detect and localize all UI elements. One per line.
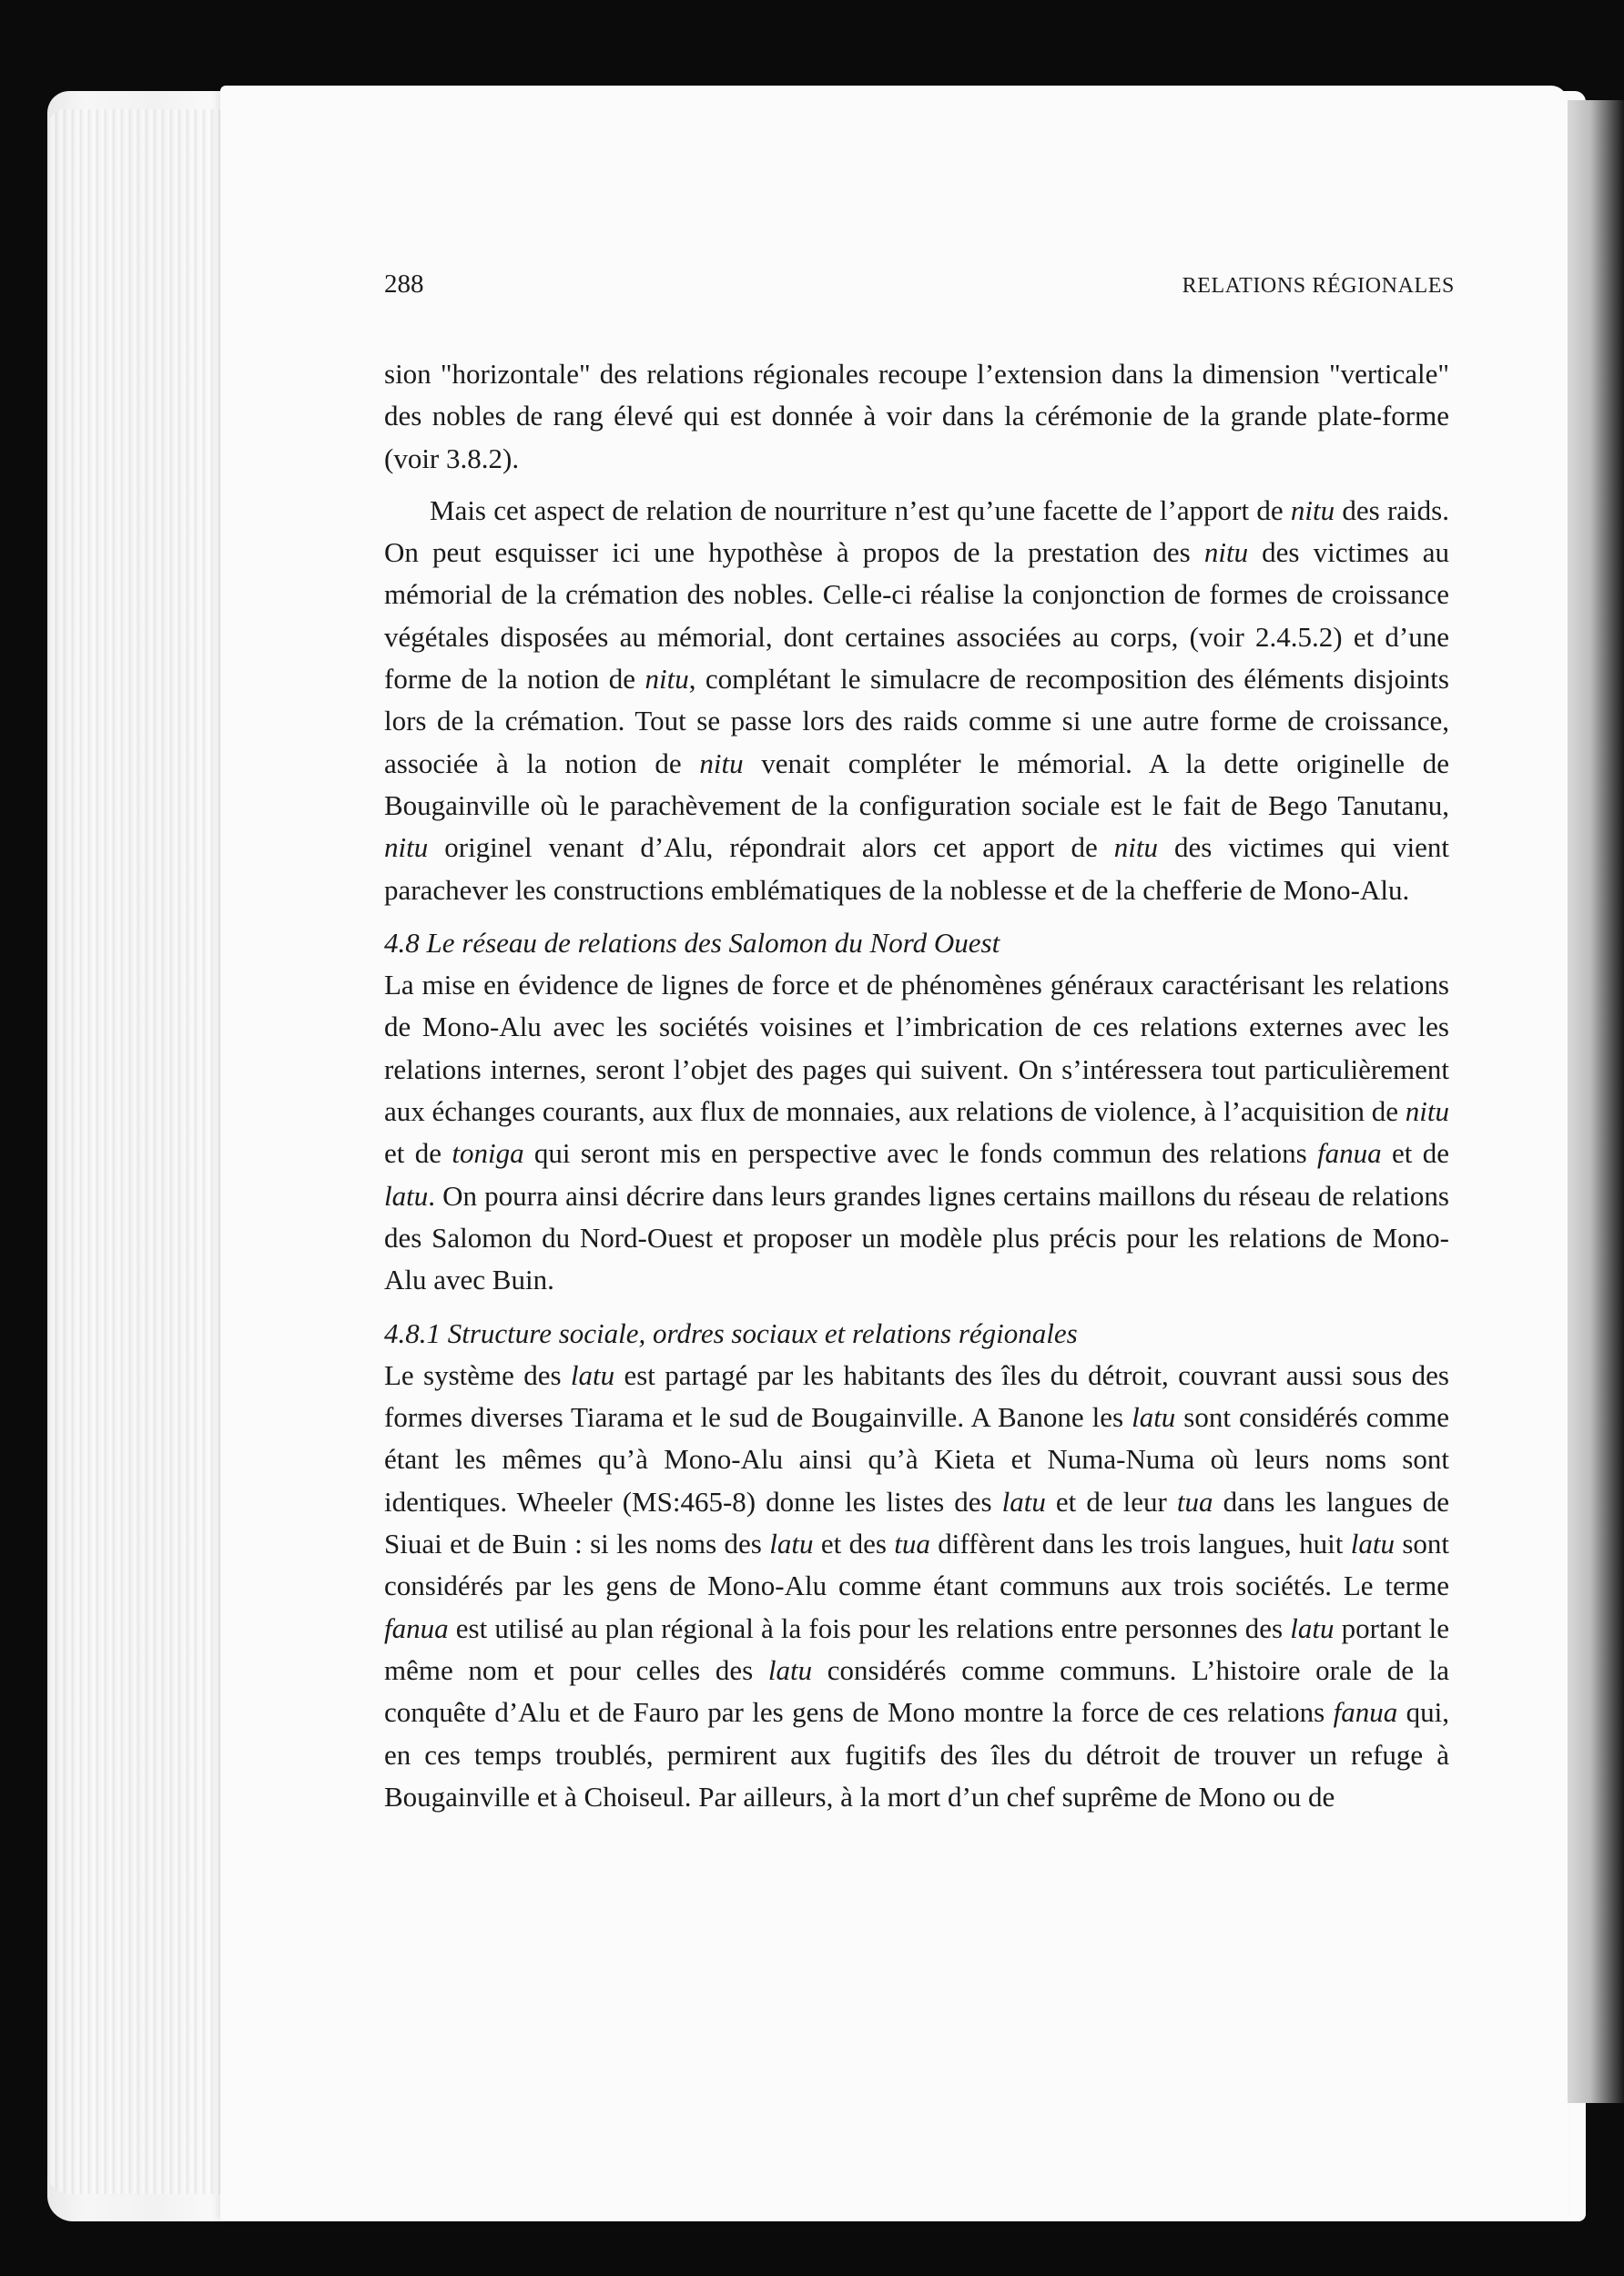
italic-term: nitu (1405, 1095, 1449, 1128)
italic-term: nitu (645, 663, 689, 696)
italic-term: tua (1176, 1485, 1213, 1518)
italic-term: fanua (384, 1611, 449, 1644)
text-run: qui, en ces temps troublés, permirent aux fugitifs des îles du détroit de trouver un refuge à Bougainville et à Choiseul. Par ailleurs, à la mort d’un chef suprême de Mono ou de (384, 1696, 1449, 1813)
section-heading-4-8: 4.8 Le réseau de relations des Salomon du Nord Ouest (384, 926, 1000, 959)
text-run: et de (384, 1137, 452, 1170)
paragraph-3 (384, 964, 1449, 1301)
text-run: des raids. On peut esquisser ici une hypothèse à propos de la prestation des (384, 493, 1449, 569)
text-run: sont considérés comme étant les mêmes qu’à Mono-Alu ainsi qu’à Kieta et Numa-Numa où leurs noms sont identiques. Wheeler (MS:465-8) donne les listes des (384, 1401, 1450, 1518)
italic-term: toniga (452, 1137, 524, 1170)
page-number: 288 (384, 269, 424, 299)
italic-term: fanua (1333, 1696, 1398, 1729)
text-run: qui seront mis en perspective avec le fonds commun des relations (523, 1137, 1318, 1170)
italic-term: latu (1290, 1611, 1335, 1644)
paragraph-4 (384, 1355, 1449, 1818)
text-run: des victimes qui vient parachever les constructions emblématiques de la noblesse et de la chefferie de Mono-Alu. (384, 831, 1449, 906)
text-run: dans les langues de Siuai et de Buin : si les noms des (384, 1485, 1449, 1560)
italic-term: latu (1350, 1528, 1395, 1560)
running-head: RELATIONS RÉGIONALES (1182, 274, 1455, 298)
text-run: Le système des (384, 1358, 571, 1391)
text-run: venait compléter le mémorial. A la dette originelle de Bougainville où le parachèvement de la configuration sociale est le fait de Bego Tanutanu, (384, 747, 1449, 821)
paragraph-2 (384, 490, 1449, 911)
text-run: . On pourra ainsi décrire dans leurs grandes lignes certains maillons du réseau de relations des Salomon du Nord-Ouest et proposer un modèle plus précis pour les relations de Mono-Alu avec Buin. (384, 1179, 1449, 1296)
italic-term: tua (894, 1528, 930, 1560)
text-run: La mise en évidence de lignes de force et de phénomènes généraux caractérisant les relations de Mono-Alu avec les sociétés voisines et l’imbrication de ces relations externes avec les relations internes, seront l’objet des pages qui suivent. On s’intéressera tout particulièrement aux échanges courants, aux flux de monnaies, aux relations de violence, à l’acquisition de (384, 969, 1449, 1128)
italic-term: latu (384, 1179, 429, 1212)
text-run: diffèrent dans les trois langues, huit (929, 1528, 1351, 1560)
italic-term: nitu (1290, 493, 1335, 526)
book-right-edge (1568, 100, 1624, 2103)
page-header (384, 269, 1455, 300)
text-run: , complétant le simulacre de recomposition des éléments disjoints lors de la crémation. Tout se passe lors des raids comme si une autre forme de croissance, associée à la notion de (384, 663, 1449, 779)
italic-term: nitu (699, 747, 744, 779)
text-run: est partagé par les habitants des îles du détroit, couvrant aussi sous des formes diverses Tiarama et le sud de Bougainville. A Banone les (384, 1358, 1449, 1434)
text-run: sont considérés par les gens de Mono-Alu comme étant communs aux trois sociétés. Le terme (384, 1528, 1450, 1602)
text-run: et de leur (1045, 1485, 1177, 1518)
text-run: est utilisé au plan régional à la fois pour les relations entre personnes des (448, 1611, 1291, 1644)
text-run: des victimes au mémorial de la crémation des nobles. Celle-ci réalise la conjonction de formes de croissance végétales disposées au mémorial, dont certaines associées au corps, (voir 2.4.5.2) et d’une forme de la notion de (384, 536, 1449, 696)
section-heading-4-8-1: 4.8.1 Structure sociale, ordres sociaux et relations régionales (384, 1316, 1078, 1349)
italic-term: nitu (384, 831, 429, 864)
page-body (384, 353, 1449, 1828)
italic-term: latu (767, 1653, 813, 1686)
italic-term: latu (1001, 1485, 1046, 1518)
italic-term: nitu (1113, 831, 1158, 864)
paragraph-1 (384, 353, 1449, 480)
italic-term: latu (769, 1528, 814, 1560)
text-run: et de (1381, 1137, 1449, 1170)
book-page-edges (47, 109, 229, 2194)
italic-term: fanua (1317, 1137, 1382, 1170)
text-run: portant le même nom et pour celles des (384, 1611, 1449, 1686)
italic-term: latu (1132, 1401, 1176, 1434)
text-run: sion "horizontale" des relations régionales recoupe l’extension dans la dimension "verticale" des nobles de rang élevé qui est donnée à voir dans la cérémonie de la grande plate-forme (voir 3.8.2). (384, 358, 1449, 474)
text-run: considérés comme communs. L’histoire orale de la conquête d’Alu et de Fauro par les gens de Mono montre la force de ces relations (384, 1653, 1449, 1729)
text-run: originel venant d’Alu, répondrait alors cet apport de (428, 831, 1114, 864)
text-run: et des (813, 1528, 895, 1560)
text-run: Mais cet aspect de relation de nourriture n’est qu’une facette de l’apport de (430, 493, 1291, 526)
italic-term: latu (570, 1358, 615, 1391)
italic-term: nitu (1203, 536, 1249, 569)
